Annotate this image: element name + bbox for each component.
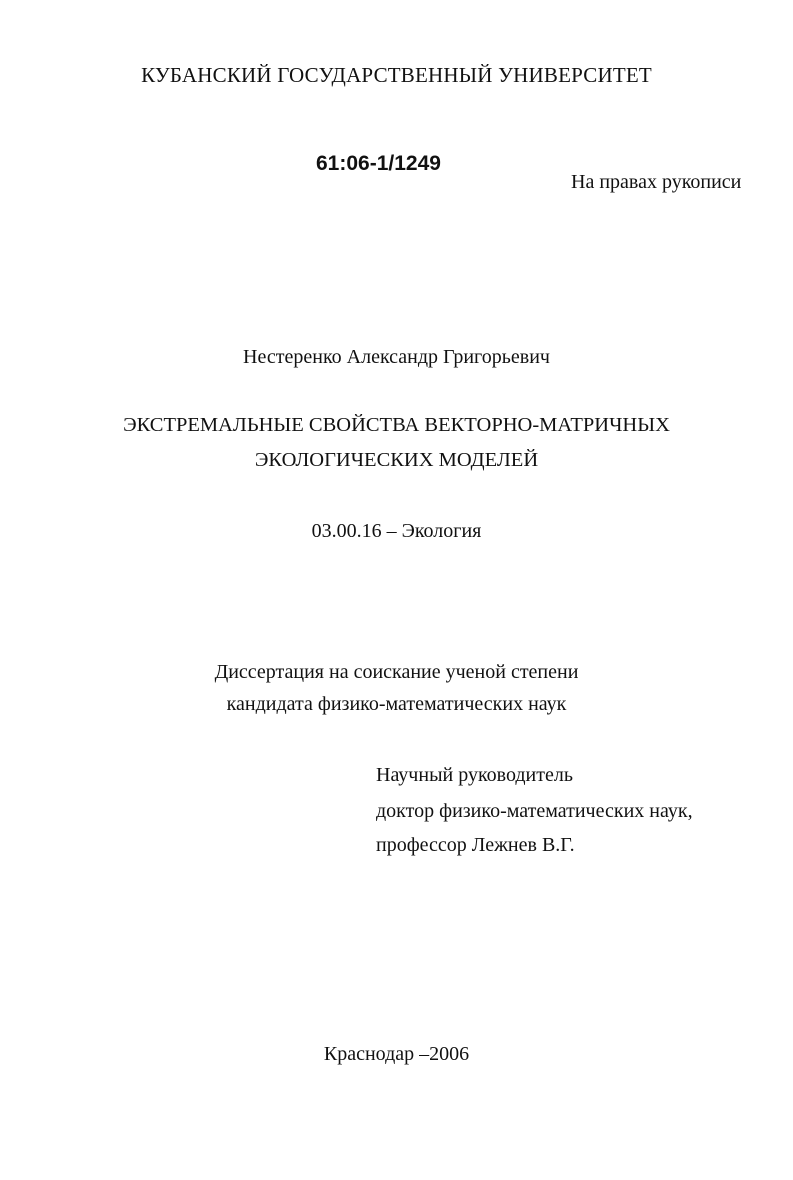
manuscript-rights-label: На правах рукописи — [571, 171, 742, 193]
advisor-line-3: профессор Лежнев В.Г. — [376, 834, 575, 856]
author-name: Нестеренко Александр Григорьевич — [243, 346, 550, 368]
advisor-line-2: доктор физико-математических наук, — [376, 800, 693, 822]
dissertation-title-line-1: ЭКСТРЕМАЛЬНЫЕ СВОЙСТВА ВЕКТОРНО-МАТРИЧНЫХ — [123, 414, 670, 436]
dissertation-title-line-2: ЭКОЛОГИЧЕСКИХ МОДЕЛЕЙ — [254, 449, 539, 471]
place-year: Краснодар –2006 — [323, 1043, 470, 1065]
degree-line-1: Диссертация на соискание ученой степени — [214, 661, 579, 683]
degree-line-2: кандидата физико-математических наук — [226, 693, 567, 715]
advisor-line-1: Научный руководитель — [376, 764, 573, 786]
catalog-number: 61:06-1/1249 — [316, 152, 441, 175]
university-name: КУБАНСКИЙ ГОСУДАРСТВЕННЫЙ УНИВЕРСИТЕТ — [141, 63, 652, 87]
specialty-code: 03.00.16 – Экология — [311, 520, 482, 542]
